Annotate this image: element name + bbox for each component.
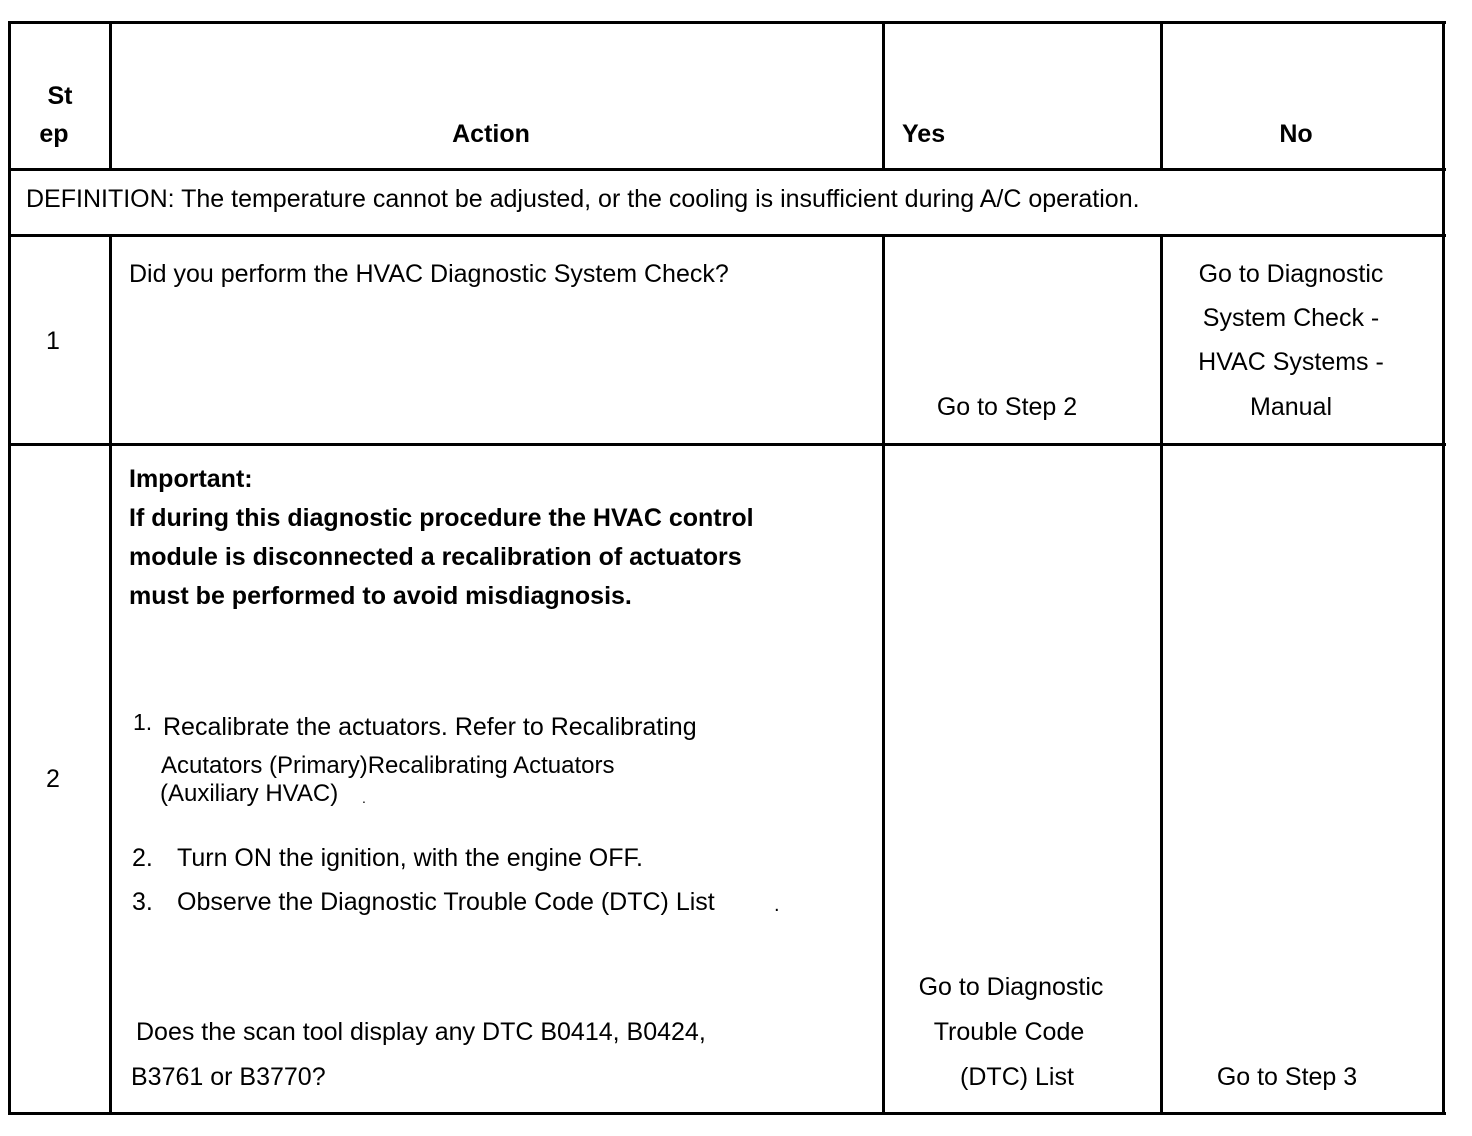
important-note-line: If during this diagnostic procedure the HVAC control [129,504,754,532]
important-note-line: module is disconnected a recalibration of actuators [129,543,742,571]
list-item-text: Acutators (Primary)Recalibrating Actuators [161,752,615,779]
table-border-left [8,21,11,1115]
no-result-line: HVAC Systems - [1198,348,1384,376]
step-column-divider [109,234,112,1115]
action-column-divider [882,21,885,171]
list-item-number: 2. [132,844,153,872]
list-item-number: 1. [133,709,153,735]
list-item-end-mark: . [774,894,780,916]
header-yes: Yes [902,120,946,148]
list-item-end-mark: . [362,790,366,806]
table-border-top [8,21,1446,24]
yes-result-line: Go to Diagnostic [918,973,1104,1001]
list-item-text: Recalibrate the actuators. Refer to Recalibrating [163,713,697,741]
question-line: Does the scan tool display any DTC B0414, B0424, [136,1018,706,1046]
no-result-line: Manual [1250,393,1332,421]
yes-result-line: Trouble Code [933,1018,1085,1046]
list-item-text: Observe the Diagnostic Trouble Code (DTC) List [177,888,715,916]
header-action: Action [452,120,530,148]
important-note-line: must be performed to avoid misdiagnosis. [129,582,632,610]
yes-result-line: (DTC) List [960,1063,1074,1091]
action-text: Did you perform the HVAC Diagnostic System Check? [129,260,729,288]
header-step-line1: St [47,82,73,110]
important-label: Important: [129,465,253,493]
table-border-right [1442,21,1445,1115]
yes-result: Go to Step 2 [936,393,1078,421]
action-column-divider [882,234,885,1115]
no-result-line: Go to Diagnostic [1198,260,1384,288]
step-number: 1 [46,327,60,355]
header-step-line2: ep [39,120,69,148]
list-item-text: (Auxiliary HVAC) [160,780,339,807]
header-row-divider [8,168,1446,171]
table-border-bottom [8,1112,1446,1115]
list-item-text: Turn ON the ignition, with the engine OFF. [177,844,643,872]
list-item-number: 3. [132,888,153,916]
question-line: B3761 or B3770? [131,1063,326,1091]
definition-row-divider [8,234,1446,237]
no-result-line: System Check - [1202,304,1380,332]
definition-text: DEFINITION: The temperature cannot be adjusted, or the cooling is insufficient during A/C operation. [26,185,1140,213]
step1-row-divider [8,443,1446,446]
header-no: No [1279,120,1313,148]
no-result: Go to Step 3 [1216,1063,1358,1091]
step-number: 2 [46,765,60,793]
